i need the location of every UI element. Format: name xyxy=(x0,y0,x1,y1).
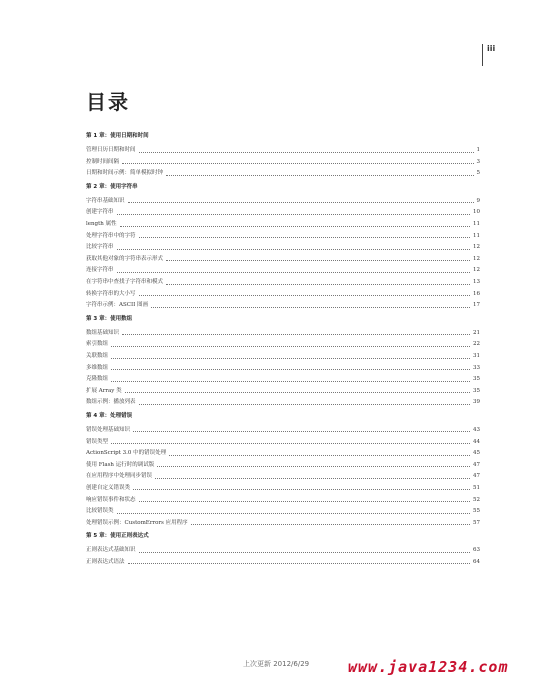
toc-entry[interactable] xyxy=(86,154,480,166)
toc-entry[interactable] xyxy=(86,394,480,406)
dot-leader xyxy=(169,454,470,456)
toc-entry-page-number: 12 xyxy=(473,267,480,274)
toc-entry-label: 处理错误示例：CustomErrors 应用程序 xyxy=(86,519,188,526)
toc-entry[interactable] xyxy=(86,542,480,554)
toc-entry[interactable] xyxy=(86,457,480,469)
toc-entry[interactable] xyxy=(86,554,480,566)
toc-entry[interactable] xyxy=(86,325,480,337)
dot-leader xyxy=(157,465,470,467)
dot-leader xyxy=(139,236,470,238)
toc-entry[interactable] xyxy=(86,348,480,360)
toc-entry[interactable] xyxy=(86,239,480,251)
toc-entry-label: 索引数组 xyxy=(86,341,109,348)
dot-leader xyxy=(139,151,474,153)
chapter-heading: 第 4 章：处理错误 xyxy=(86,412,133,419)
toc-entry[interactable] xyxy=(86,251,480,263)
dot-leader xyxy=(128,201,474,203)
toc-entry-label: 数组基础知识 xyxy=(86,329,120,336)
toc-entry-page-number: 43 xyxy=(473,426,480,433)
toc-entry-page-number: 10 xyxy=(473,209,480,216)
toc-entry-page-number: 63 xyxy=(473,547,480,554)
toc-entry[interactable] xyxy=(86,216,480,228)
toc-entry[interactable] xyxy=(86,503,480,515)
toc-entry-label: 正则表达式语法 xyxy=(86,558,125,565)
toc-entry-page-number: 55 xyxy=(473,508,480,515)
dot-leader xyxy=(166,283,470,285)
chapter-section xyxy=(86,132,480,177)
toc-entry-page-number: 31 xyxy=(473,353,480,359)
chapter-heading: 第 5 章：使用正则表达式 xyxy=(86,533,149,540)
toc-entry-page-number: 16 xyxy=(473,290,480,297)
toc-entry[interactable] xyxy=(86,193,480,205)
toc-entry[interactable] xyxy=(86,165,480,177)
toc-entry[interactable] xyxy=(86,468,480,480)
toc-entry[interactable] xyxy=(86,274,480,286)
toc-entry[interactable] xyxy=(86,142,480,154)
toc-entry-page-number: 47 xyxy=(473,473,480,480)
toc-entry-page-number: 13 xyxy=(473,279,480,286)
toc-entry-label: 响应错误事件和状态 xyxy=(86,496,136,503)
toc-entry-label: 克隆数组 xyxy=(86,376,109,383)
dot-leader xyxy=(155,477,470,479)
toc-entry-label: 获取其他对象的字符串表示形式 xyxy=(86,255,164,262)
toc-entry-label: 关联数组 xyxy=(86,353,109,359)
toc-entry-label: 处理字符串中的字符 xyxy=(86,232,136,239)
toc-entry-label: 比较错误类 xyxy=(86,508,114,515)
page-title: 目录 xyxy=(86,90,130,114)
dot-leader xyxy=(111,380,470,382)
toc-entry-page-number: 57 xyxy=(473,519,480,526)
toc-entry[interactable] xyxy=(86,491,480,503)
dot-leader xyxy=(117,213,470,215)
toc-entry[interactable] xyxy=(86,480,480,492)
toc-entry-label: 创建自定义错误类 xyxy=(86,484,131,491)
toc-entry-page-number: 12 xyxy=(473,244,480,251)
toc-entry-label: ActionScript 3.0 中的错误处理 xyxy=(86,450,167,457)
chapter-heading: 第 2 章：使用字符串 xyxy=(86,183,138,190)
toc-entry-page-number: 22 xyxy=(473,341,480,348)
chapter-heading: 第 3 章：使用数组 xyxy=(86,315,133,322)
toc-entry[interactable] xyxy=(86,422,480,434)
toc-entry-label: 在应用程序中处理同步错误 xyxy=(86,473,153,480)
dot-leader xyxy=(133,488,470,490)
toc-entry-page-number: 17 xyxy=(473,302,480,309)
toc-entry-label: 数组示例：播放列表 xyxy=(86,399,136,406)
toc-entry[interactable] xyxy=(86,262,480,274)
toc-entry-page-number: 44 xyxy=(473,438,480,445)
toc-entry-page-number: 11 xyxy=(473,221,480,228)
toc-entry-label: 字符串示例：ASCII 图画 xyxy=(86,302,149,309)
dot-leader xyxy=(166,174,473,176)
toc-entry-page-number: 52 xyxy=(473,496,480,503)
toc-entry-page-number: 64 xyxy=(473,558,480,565)
toc-entry-page-number: 12 xyxy=(473,255,480,262)
toc-entry[interactable] xyxy=(86,360,480,372)
toc-entry-label: 创建字符串 xyxy=(86,209,114,216)
toc-entry-label: 日期和时间示例：简单模拟时钟 xyxy=(86,170,164,177)
chapter-section xyxy=(86,315,480,406)
toc-entry-page-number: 47 xyxy=(473,461,480,468)
toc-entry-label: 多维数组 xyxy=(86,364,109,371)
toc-entry[interactable] xyxy=(86,297,480,309)
dot-leader xyxy=(139,551,470,553)
toc-entry-page-number: 21 xyxy=(473,329,480,336)
toc-entry-label: 字符串基础知识 xyxy=(86,197,125,204)
toc-entry-label: 控制时间间隔 xyxy=(86,158,120,165)
chapter-section xyxy=(86,183,480,309)
dot-leader xyxy=(117,271,470,273)
toc-entry-page-number: 51 xyxy=(473,484,480,491)
toc-entry-page-number: 5 xyxy=(476,170,480,177)
toc-entry-label: 正则表达式基础知识 xyxy=(86,547,136,554)
dot-leader xyxy=(117,248,470,250)
dot-leader xyxy=(191,523,470,525)
toc-entry-page-number: 35 xyxy=(473,376,480,383)
dot-leader xyxy=(122,333,470,335)
toc-entry-label: 使用 Flash 运行时的调试版 xyxy=(86,461,155,468)
toc-entry-page-number: 3 xyxy=(476,158,480,165)
toc-entry[interactable] xyxy=(86,383,480,395)
toc-entry-page-number: 33 xyxy=(473,364,480,371)
toc-entry[interactable] xyxy=(86,286,480,298)
toc-entry-label: 转换字符串的大小写 xyxy=(86,290,136,297)
page-number: iii xyxy=(482,44,495,66)
last-updated-footer: 上次更新 2012/6/29 xyxy=(243,660,310,668)
toc-entry-label: 比较字符串 xyxy=(86,244,114,251)
dot-leader xyxy=(111,345,470,347)
toc-entry-label: 在字符串中查找子字符串和模式 xyxy=(86,279,164,286)
dot-leader xyxy=(111,357,470,359)
table-of-contents xyxy=(86,132,480,571)
toc-entry-label: 错误处理基础知识 xyxy=(86,426,131,433)
toc-entry-page-number: 9 xyxy=(476,197,480,204)
toc-entry[interactable] xyxy=(86,336,480,348)
dot-leader xyxy=(117,512,470,514)
toc-entry-label: 管理日历日期和时间 xyxy=(86,147,136,154)
dot-leader xyxy=(111,368,470,370)
dot-leader xyxy=(111,442,470,444)
toc-entry-page-number: 39 xyxy=(473,399,480,406)
toc-entry[interactable] xyxy=(86,445,480,457)
toc-entry-page-number: 1 xyxy=(476,147,480,154)
dot-leader xyxy=(120,225,470,227)
toc-entry[interactable] xyxy=(86,433,480,445)
dot-leader xyxy=(139,500,470,502)
chapter-section xyxy=(86,532,480,565)
dot-leader xyxy=(151,306,470,308)
toc-entry[interactable] xyxy=(86,371,480,383)
dot-leader xyxy=(166,259,470,261)
dot-leader xyxy=(128,562,470,564)
toc-entry-page-number: 11 xyxy=(473,232,480,239)
dot-leader xyxy=(139,294,470,296)
toc-entry[interactable] xyxy=(86,228,480,240)
toc-entry-page-number: 35 xyxy=(473,387,480,394)
toc-entry-label: 错误类型 xyxy=(86,438,109,445)
toc-entry[interactable] xyxy=(86,515,480,527)
toc-entry-label: 扩展 Array 类 xyxy=(86,387,122,394)
dot-leader xyxy=(122,162,473,164)
watermark: www.java1234.com xyxy=(348,658,509,676)
dot-leader xyxy=(139,403,470,405)
dot-leader xyxy=(133,430,470,432)
toc-entry[interactable] xyxy=(86,204,480,216)
toc-entry-label: 连接字符串 xyxy=(86,267,114,274)
chapter-section xyxy=(86,412,480,526)
chapter-heading: 第 1 章：使用日期和时间 xyxy=(86,133,149,139)
toc-entry-label: length 属性 xyxy=(86,221,117,228)
toc-entry-page-number: 45 xyxy=(473,450,480,457)
dot-leader xyxy=(125,391,470,393)
